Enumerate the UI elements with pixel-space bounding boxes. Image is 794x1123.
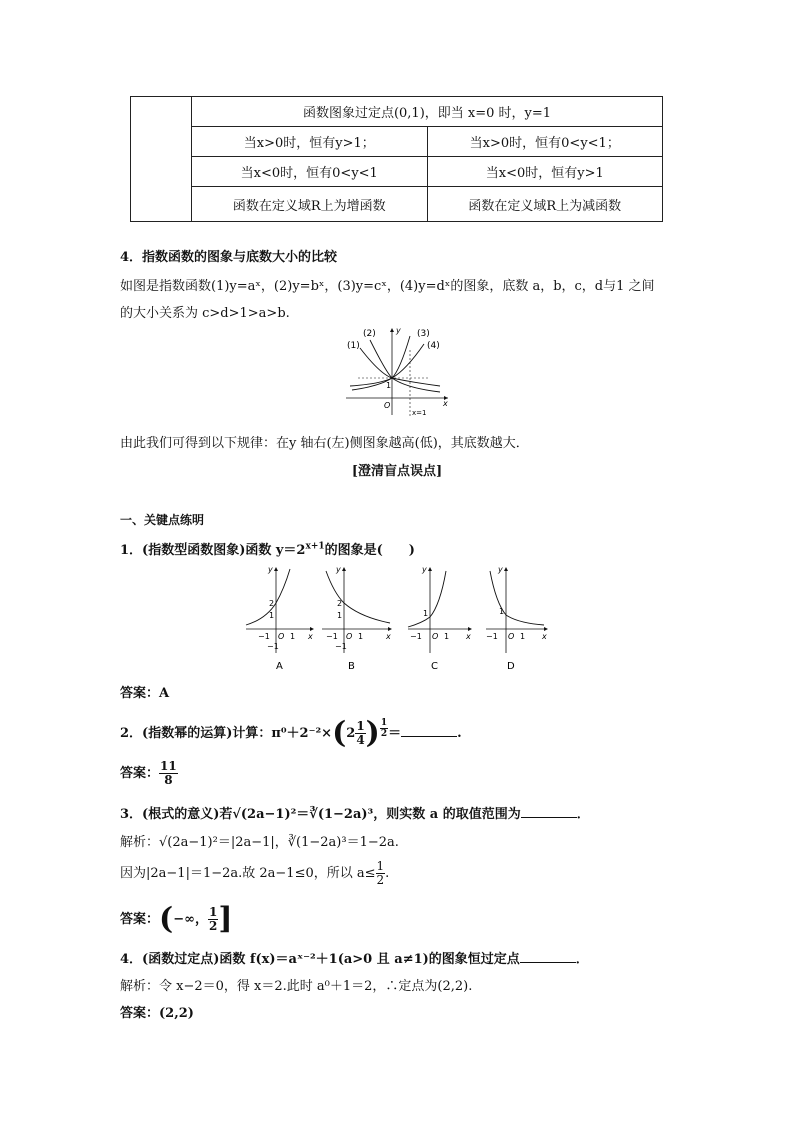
curve-label-1: (1)	[347, 341, 360, 351]
option-b-label: B	[348, 661, 355, 672]
q2-blank	[401, 724, 457, 737]
option-a-origin: O	[278, 632, 285, 641]
q3-answer	[120, 902, 233, 938]
option-c-graph	[408, 565, 472, 672]
q3-text: 3．(根式的意义)若√(2a−1)²＝∛(1−2a)³，则实数 a 的取值范围为 ．	[120, 807, 590, 822]
option-a-tick-y-neg1: −1	[267, 642, 279, 651]
table-cell-r2-left: 当x>0时，恒有y>1；	[192, 127, 428, 157]
q3-reason-fraction: $\frac{1}{2}$	[376, 859, 385, 887]
option-d-tick-x1: 1	[520, 632, 526, 641]
q1-tail: 的图象是( )	[324, 543, 415, 558]
option-b-axis-x: x	[386, 632, 391, 641]
section4-heading: 4．指数函数的图象与底数大小的比较	[120, 250, 338, 265]
option-a-tick-1: 1	[269, 611, 275, 620]
option-a-tick-2: 2	[269, 599, 275, 608]
q2-fraction: $\frac{1}{4}$	[356, 719, 365, 747]
q4-analysis: 解析：令 x−2＝0，得 x＝2.此时 a⁰＋1＝2，∴定点为(2,2).	[120, 979, 473, 994]
option-c-tick-1: 1	[423, 609, 429, 618]
table-row-fixed-point: 函数图象过定点(0,1)，即当 x=0 时，y=1	[192, 97, 663, 127]
q3-answer-fraction: $\frac{1}{2}$	[208, 905, 218, 933]
q4-answer: 答案：(2,2)	[120, 1006, 194, 1021]
property-table	[130, 96, 663, 222]
option-b-tick-1: 1	[337, 611, 343, 620]
vline-label: x=1	[412, 409, 427, 417]
option-d-tick-neg1: −1	[486, 632, 498, 641]
q4-text: 4．(函数过定点)函数 f(x)＝aˣ⁻²＋1(a>0 且 a≠1)的图象恒过定点 ．	[120, 952, 589, 967]
option-c-tick-neg1: −1	[410, 632, 422, 641]
option-a-label: A	[276, 661, 283, 672]
q2-open-paren: (	[332, 715, 347, 751]
q2-equals: ＝	[388, 726, 402, 741]
q2-answer-fraction: $\frac{11}{8}$	[160, 759, 177, 787]
table-blank-cell	[131, 97, 192, 222]
option-a-tick-x1: 1	[290, 632, 296, 641]
option-c-origin: O	[432, 632, 439, 641]
table-cell-r3-left: 当x<0时，恒有0<y<1	[192, 157, 428, 187]
q3-answer-inf: −∞，	[173, 912, 208, 927]
table-cell-r2-right: 当x>0时，恒有0<y<1；	[427, 127, 663, 157]
q3-close-bracket: ]	[218, 901, 233, 937]
axis-y-label: y	[396, 326, 401, 335]
q3-analysis: 解析：√(2a−1)²＝|2a−1|，∛(1−2a)³＝1−2a.	[120, 835, 399, 850]
option-a-tick-neg1: −1	[258, 632, 270, 641]
curve-label-3: (3)	[417, 329, 430, 339]
q3-stem: 3．(根式的意义)若√(2a−1)²＝∛(1−2a)³，则实数 a 的取值范围为	[120, 807, 521, 822]
option-c-tick-x1: 1	[444, 632, 450, 641]
section4-para2: 的大小关系为 c>d>1>a>b.	[120, 306, 290, 321]
curve-label-4: (4)	[427, 341, 440, 351]
option-c-axis-x: x	[466, 632, 471, 641]
q4-blank	[520, 950, 576, 963]
q1-answer: 答案：A	[120, 686, 170, 701]
q2-stem: 2．(指数幂的运算)计算：π⁰＋2⁻²×	[120, 726, 333, 741]
q2-answer-label: 答案：	[120, 766, 160, 781]
section4-para1: 如图是指数函数(1)y=aˣ，(2)y=bˣ，(3)y=cˣ，(4)y=dˣ的图象，底数 a，b，c，d与1 之间	[120, 279, 655, 294]
table-cell-r4-right: 函数在定义域R上为减函数	[427, 187, 663, 222]
q3-answer-label: 答案：	[120, 912, 160, 927]
q2-answer	[120, 756, 178, 792]
q1-options-figure	[240, 563, 552, 675]
option-d-origin: O	[508, 632, 515, 641]
curve-label-2: (2)	[363, 329, 376, 339]
option-d-graph	[486, 565, 548, 672]
q4-stem: 4．(函数过定点)函数 f(x)＝aˣ⁻²＋1(a>0 且 a≠1)的图象恒过定点	[120, 952, 520, 967]
section4-conclusion: 由此我们可得到以下规律：在y 轴右(左)侧图象越高(低)，其底数越大．	[120, 436, 529, 451]
option-b-tick-2: 2	[337, 599, 343, 608]
option-b-tick-y-neg1: −1	[335, 642, 347, 651]
q3-reason-text: 因为|2a−1|＝1−2a.故 2a−1≤0，所以 a≤	[120, 866, 376, 881]
q1-exponent: x+1	[305, 541, 325, 552]
one-label: 1	[386, 381, 392, 390]
option-d-tick-1: 1	[499, 607, 505, 616]
table-cell-r4-left: 函数在定义域R上为增函数	[192, 187, 428, 222]
exponential-comparison-figure	[340, 322, 455, 418]
option-c-axis-y: y	[422, 565, 427, 574]
option-d-label: D	[507, 661, 515, 672]
q3-open-paren: (	[159, 901, 174, 937]
option-c-label: C	[431, 661, 438, 672]
part1-title: 一、关键点练明	[120, 513, 205, 527]
origin-label: O	[384, 401, 391, 410]
option-a-axis-y: y	[268, 565, 273, 574]
q3-reason: 因为|2a−1|＝1−2a.故 2a−1≤0，所以 a≤ $\frac{1}{2}$ .	[120, 859, 390, 887]
option-a-graph	[246, 565, 314, 672]
option-b-tick-x1: 1	[358, 632, 364, 641]
q3-blank	[521, 805, 577, 818]
q2-close-paren: )	[365, 715, 380, 751]
option-b-axis-y: y	[336, 565, 341, 574]
q1-stem: 1．(指数型函数图象)函数 y＝2	[120, 543, 306, 558]
option-d-axis-x: x	[542, 632, 547, 641]
option-d-axis-y: y	[498, 565, 503, 574]
q1-text	[120, 539, 415, 558]
clarify-title: [澄清盲点误点]	[351, 464, 443, 479]
option-b-graph	[322, 565, 392, 672]
option-a-axis-x: x	[308, 632, 313, 641]
q2-exponent: $\frac{1}{2}$	[380, 718, 388, 739]
option-b-tick-neg1: −1	[326, 632, 338, 641]
axis-x-label: x	[443, 399, 448, 408]
q2-text: 2．(指数幂的运算)计算：π⁰＋2⁻²×(2 $\frac{1}{4}$ ) $\frac{1}{2}$ ＝ .	[120, 715, 462, 751]
q2-whole: 2	[346, 726, 356, 741]
option-b-origin: O	[346, 632, 353, 641]
table-cell-r3-right: 当x<0时，恒有y>1	[427, 157, 663, 187]
